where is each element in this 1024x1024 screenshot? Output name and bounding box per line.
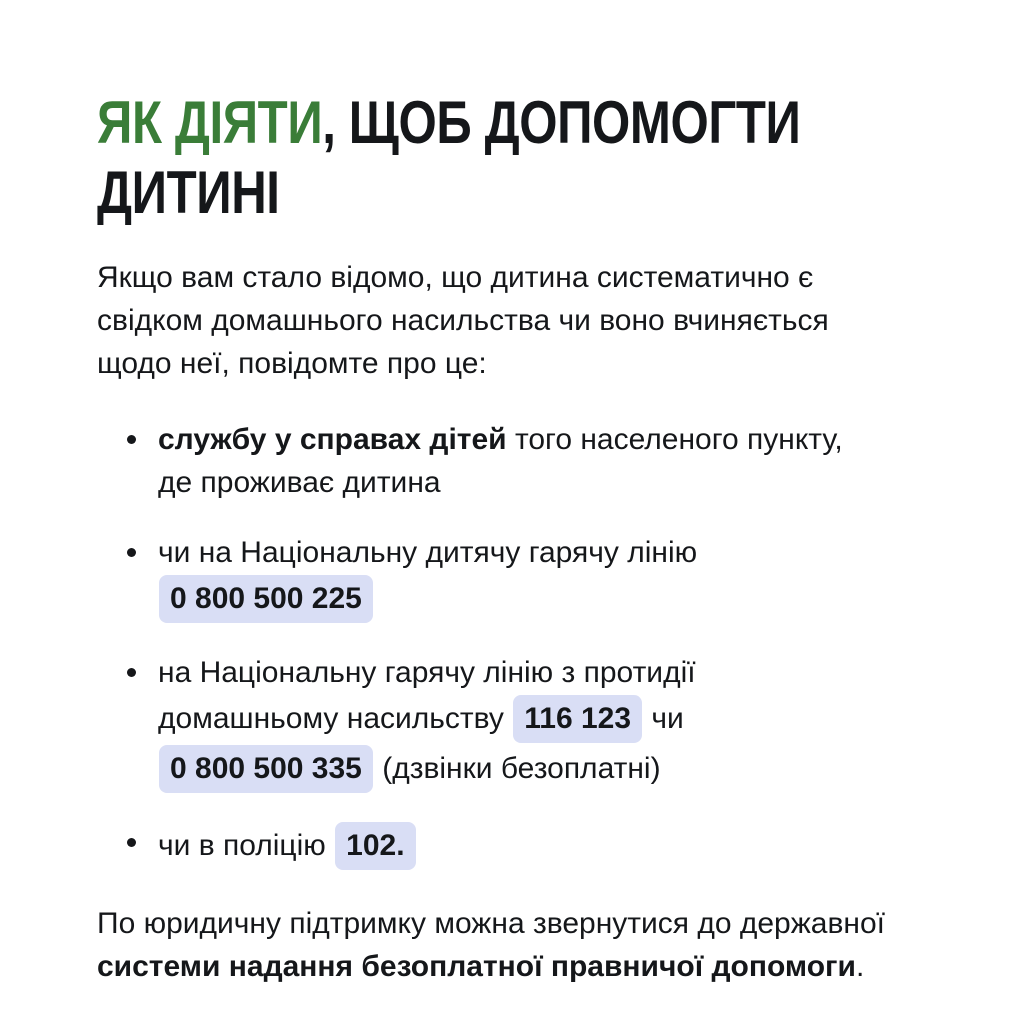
dv-hotline-suffix: (дзвінки безоплатні) [382,752,661,785]
legal-aid-note-end: . [855,950,865,983]
legal-aid-note-start: По юридичну підтримку можна звернутися до державної [97,907,886,940]
children-service-label: службу у справах дітей [158,423,507,456]
dv-hotline-text: на Національну гарячу лінію з протидії домашньому насильству [158,656,696,735]
page-title-accent: ЯК ДІЯТИ [97,89,323,156]
page-title [97,88,801,228]
list-item-dv-hotline [97,651,872,794]
list-item-police [97,821,872,871]
legal-aid-note-bold: системи надання безоплатної правничої допомоги [97,950,856,983]
legal-aid-note [97,902,902,988]
page-title-line2: ДИТИНІ [97,159,280,226]
intro-text: Якщо вам стало відомо, що дитина систематично є свідком домашнього насильства чи воно вчиняється щодо неї, повідомте про це: [97,261,829,380]
child-hotline-text: чи на Національну дитячу гарячу лінію [158,536,698,569]
phone-badge-dv-short: 116 123 [513,695,642,743]
phone-badge-dv-long: 0 800 500 335 [159,745,373,793]
police-text: чи в поліцію [158,829,326,862]
phone-badge-police: 102. [335,822,415,870]
list-item-children-service [97,418,872,504]
page-title-rest: , ЩОБ ДОПОМОГТИ [322,89,801,156]
dv-hotline-connector: чи [651,702,684,735]
children-service-rest: того населеного пункту, де проживає дитина [158,423,843,499]
hotline-list [97,418,872,871]
list-item-child-hotline [97,531,872,624]
phone-badge-child-hotline: 0 800 500 225 [159,575,373,623]
